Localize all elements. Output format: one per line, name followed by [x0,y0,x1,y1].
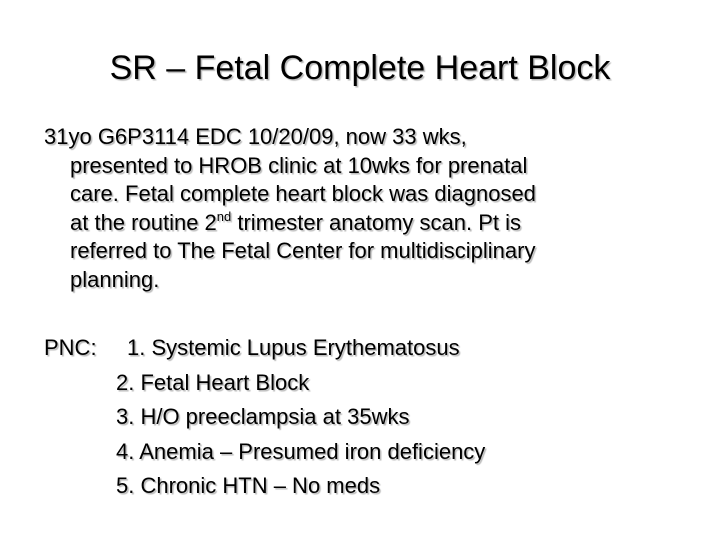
pnc-list [44,331,684,504]
history-line-4-end: trimester anatomy scan. Pt is [231,209,522,235]
history-line-2: presented to HROB clinic at 10wks for prenatal [70,152,528,178]
pnc-row-1 [44,331,684,366]
pnc-item: 4. Anemia – Presumed iron deficiency [116,438,486,464]
pnc-item: 3. H/O preeclampsia at 35wks [116,404,410,429]
history-line-4-start: at the routine 2 [70,209,217,235]
history-line-6: planning. [70,266,160,292]
history-line-4 [44,209,684,238]
history-line-5: referred to The Fetal Center for multidisciplinary [70,238,536,263]
pnc-item: 2. Fetal Heart Block [116,369,310,395]
ordinal-suffix: nd [216,208,232,224]
history-paragraph [44,123,684,294]
pnc-label: PNC: [44,335,97,360]
pnc-item: 1. Systemic Lupus Erythematosus [127,335,460,360]
history-line-1: 31yo G6P3114 EDC 10/20/09, now 33 wks, [44,124,467,149]
slide-title: SR – Fetal Complete Heart Block [109,49,611,87]
history-line-3: care. Fetal complete heart block was diagnosed [70,181,536,206]
pnc-item: 5. Chronic HTN – No meds [116,473,381,498]
